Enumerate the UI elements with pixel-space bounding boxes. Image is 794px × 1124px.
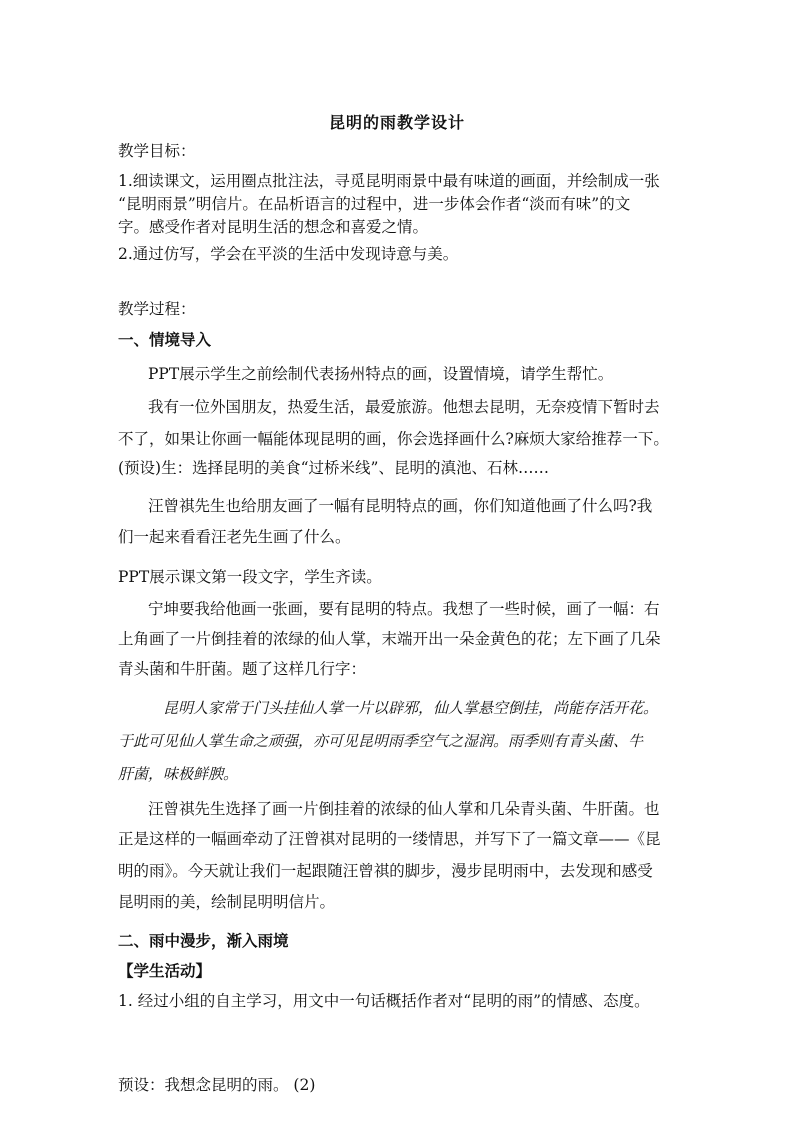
paragraph-6-line-3: 明的雨》。今天就让我们一起跟随汪曾祺的脚步，漫步昆明雨中，去发现和感受 — [118, 862, 653, 880]
paragraph-5-line-1: 宁坤要我给他画一张画，要有昆明的特点。我想了一些时候，画了一幅：右 — [148, 600, 660, 618]
section-1-heading: 一、情境导入 — [118, 330, 212, 349]
goals-heading: 教学目标： — [118, 142, 196, 160]
document-title: 昆明的雨教学设计 — [328, 113, 465, 132]
paragraph-3-line-2: 们一起来看看汪老先生画了什么。 — [118, 528, 351, 546]
paragraph-2-line-1: 我有一位外国朋友，热爱生活，最爱旅游。他想去昆明，无奈疫情下暂时去 — [148, 398, 660, 416]
paragraph-6-line-4: 昆明雨的美，绘制昆明明信片。 — [118, 893, 336, 911]
preset-answer: 预设：我想念昆明的雨。 (2) — [118, 1076, 316, 1094]
section-2-heading: 二、雨中漫步，渐入雨境 — [118, 931, 289, 950]
activity-item-1: 1. 经过小组的自主学习，用文中一句话概括作者对“昆明的雨”的情感、态度。 — [118, 992, 650, 1010]
quote-line-3: 肝菌，味极鲜腴。 — [118, 765, 239, 783]
paragraph-2-line-3: (预设)生：选择昆明的美食“过桥米线”、昆明的滇池、石林…… — [118, 459, 549, 477]
goal-2: 2.通过仿写，学会在平淡的生活中发现诗意与美。 — [118, 245, 459, 263]
paragraph-2-line-2: 不了，如果让你画一幅能体现昆明的画，你会选择画什么?麻烦大家给推荐一下。 — [118, 430, 669, 448]
goal-1-line-2: “昆明雨景”明信片。在品析语言的过程中，进一步体会作者“淡而有味”的文 — [118, 195, 631, 213]
quote-line-1: 昆明人家常于门头挂仙人掌一片以辟邪，仙人掌悬空倒挂，尚能存活开花。 — [163, 699, 659, 717]
student-activity-label: 【学生活动】 — [118, 961, 212, 980]
paragraph-6-line-1: 汪曾祺先生选择了画一片倒挂着的浓绿的仙人掌和几朵青头菌、牛肝菌。也 — [148, 800, 660, 818]
paragraph-1: PPT展示学生之前绘制代表扬州特点的画，设置情境，请学生帮忙。 — [148, 365, 614, 383]
paragraph-6-line-2: 正是这样的一幅画牵动了汪曾祺对昆明的一缕情思，并写下了一篇文章——《昆 — [118, 830, 661, 848]
paragraph-5-line-2: 上角画了一片倒挂着的浓绿的仙人掌，末端开出一朵金黄色的花；左下画了几朵 — [118, 630, 661, 648]
goal-1-line-1: 1.细读课文，运用圈点批注法，寻觅昆明雨景中最有味道的画面，并绘制成一张 — [118, 172, 660, 190]
paragraph-3-line-1: 汪曾祺先生也给朋友画了一幅有昆明特点的画，你们知道他画了什么吗?我 — [148, 497, 653, 515]
process-heading: 教学过程： — [118, 300, 196, 318]
goal-1-line-3: 字。感受作者对昆明生活的想念和喜爱之情。 — [118, 218, 429, 236]
paragraph-4: PPT展示课文第一段文字，学生齐读。 — [118, 568, 382, 586]
quote-line-2: 于此可见仙人掌生命之顽强，亦可见昆明雨季空气之湿润。雨季则有青头菌、牛 — [118, 732, 644, 750]
paragraph-5-line-3: 青头菌和牛肝菌。题了这样几行字： — [118, 660, 367, 678]
